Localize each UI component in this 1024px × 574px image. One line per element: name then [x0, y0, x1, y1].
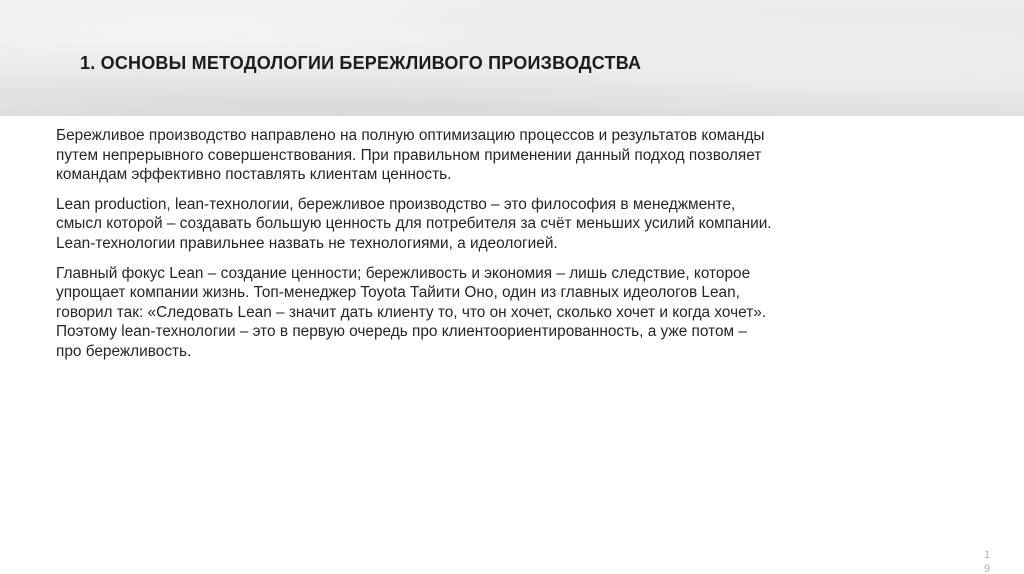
paragraph-lean-focus: Главный фокус Lean – создание ценности; бережливость и экономия – лишь следствие, которое упрощает компании жизнь. Топ-менеджер Toyota Тайити Оно, один из главных идеологов Lean, говорил так: «Следовать Lean – значит дать клиенту то, что он хочет, сколько хочет и когда хочет». Поэтому lean-технологии – это в первую очередь про клиентоориентированность, а уже потом – про бережливость. — [56, 264, 767, 360]
paragraph-lean-overview: Бережливое производство направлено на полную оптимизацию процессов и результатов команды путем непрерывного совершенствования. При правильном применении данный подход позволяет командам эффективно поставлять клиентам ценность. — [56, 127, 765, 184]
slide-title: 1. ОСНОВЫ МЕТОДОЛОГИИ БЕРЕЖЛИВОГО ПРОИЗВОДСТВА — [80, 53, 642, 73]
header-band — [0, 0, 1024, 116]
page-number: 1 9 — [983, 549, 991, 574]
slide-content — [56, 126, 986, 372]
paragraph-lean-definition: Lean production, lean-технологии, бережливое производство – это философия в менеджменте, смысл которой – создавать большую ценность для потребителя за счёт меньших усилий компании. Lean-технологии правильнее назвать не технологиями, а идеологией. — [56, 195, 772, 252]
